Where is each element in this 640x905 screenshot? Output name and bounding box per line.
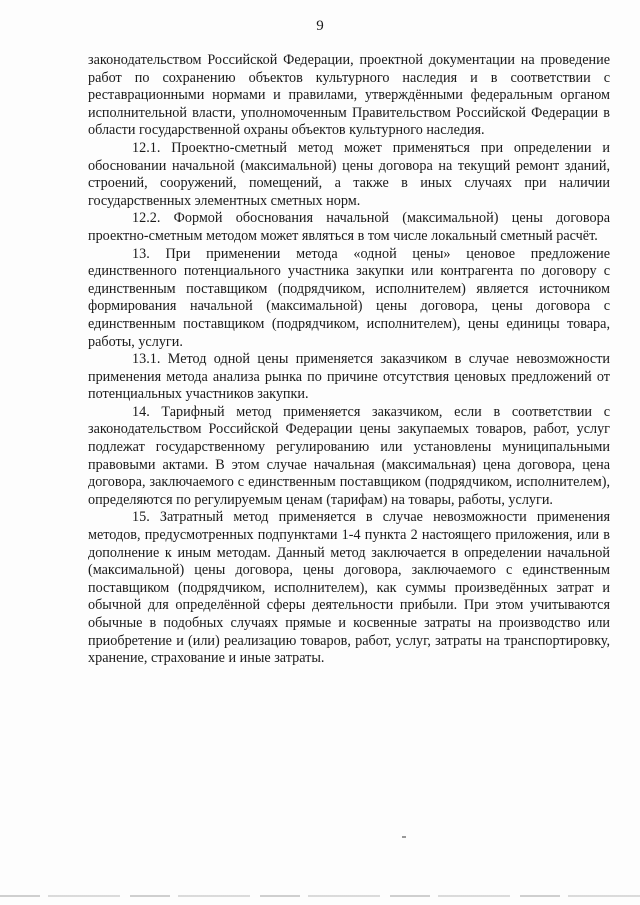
scan-artifact	[402, 836, 406, 838]
paragraph-14: 14. Тарифный метод применяется заказчиком, если в соответствии с законодательством Российской Федерации цены закупаемых товаров, работ, услуг подлежат государственному регулированию или установлены муниципальными правовыми актами. В этом случае начальная (максимальная) цена договора, цена договора, заключаемого с единственным поставщиком (подрядчиком, исполнителем), определяются по регулируемым ценам (тарифам) на товары, работы, услуги.	[88, 403, 610, 508]
paragraph-13: 13. При применении метода «одной цены» ценовое предложение единственного потенциального участника закупки или контрагента по договору с единственным поставщиком (подрядчиком, исполнителем) является источником формирования начальной (максимальной) цены договора, цены договора с единственным поставщиком (подрядчиком, исполнителем), цены единицы товара, работы, услуги.	[88, 245, 610, 350]
paragraph-13-1: 13.1. Метод одной цены применяется заказчиком в случае невозможности применения метода анализа рынка по причине отсутствия ценовых предложений от потенциальных участников закупки.	[88, 351, 610, 403]
paragraph-continuation: законодательством Российской Федерации, проектной документации на проведение работ по сохранению объектов культурного наследия и в соответствии с реставрационными нормами и правилами, утверждёнными федеральным органом исполнительной власти, уполномоченным Правительством Российской Федерации в области государственной охраны объектов культурного наследия.	[88, 52, 610, 139]
paragraph-12-2: 12.2. Формой обоснования начальной (максимальной) цены договора проектно-сметным методом может являться в том числе локальный сметный расчёт.	[88, 210, 610, 244]
paragraph-12-1: 12.1. Проектно-сметный метод может применяться при определении и обосновании начальной (максимальной) цены договора на текущий ремонт зданий, строений, сооружений, помещений, а также в иных случаях при наличии государственных элементных сметных норм.	[88, 139, 610, 209]
page-number: 9	[316, 18, 324, 34]
document-body	[88, 52, 610, 668]
scan-bottom-edge	[0, 895, 640, 897]
paragraph-15: 15. Затратный метод применяется в случае невозможности применения методов, предусмотренных подпунктами 1-4 пункта 2 настоящего приложения, или в дополнение к иным методам. Данный метод заключается в определении начальной (максимальной) цены договора, цены договора, заключаемого с единственным поставщиком (подрядчиком, исполнителем), как суммы произведённых затрат и обычной для определённой сферы деятельности прибыли. При этом учитываются обычные в подобных случаях прямые и косвенные затраты на производство или приобретение и (или) реализацию товаров, работ, услуг, затраты на транспортировку, хранение, страхование и иные затраты.	[88, 509, 610, 667]
